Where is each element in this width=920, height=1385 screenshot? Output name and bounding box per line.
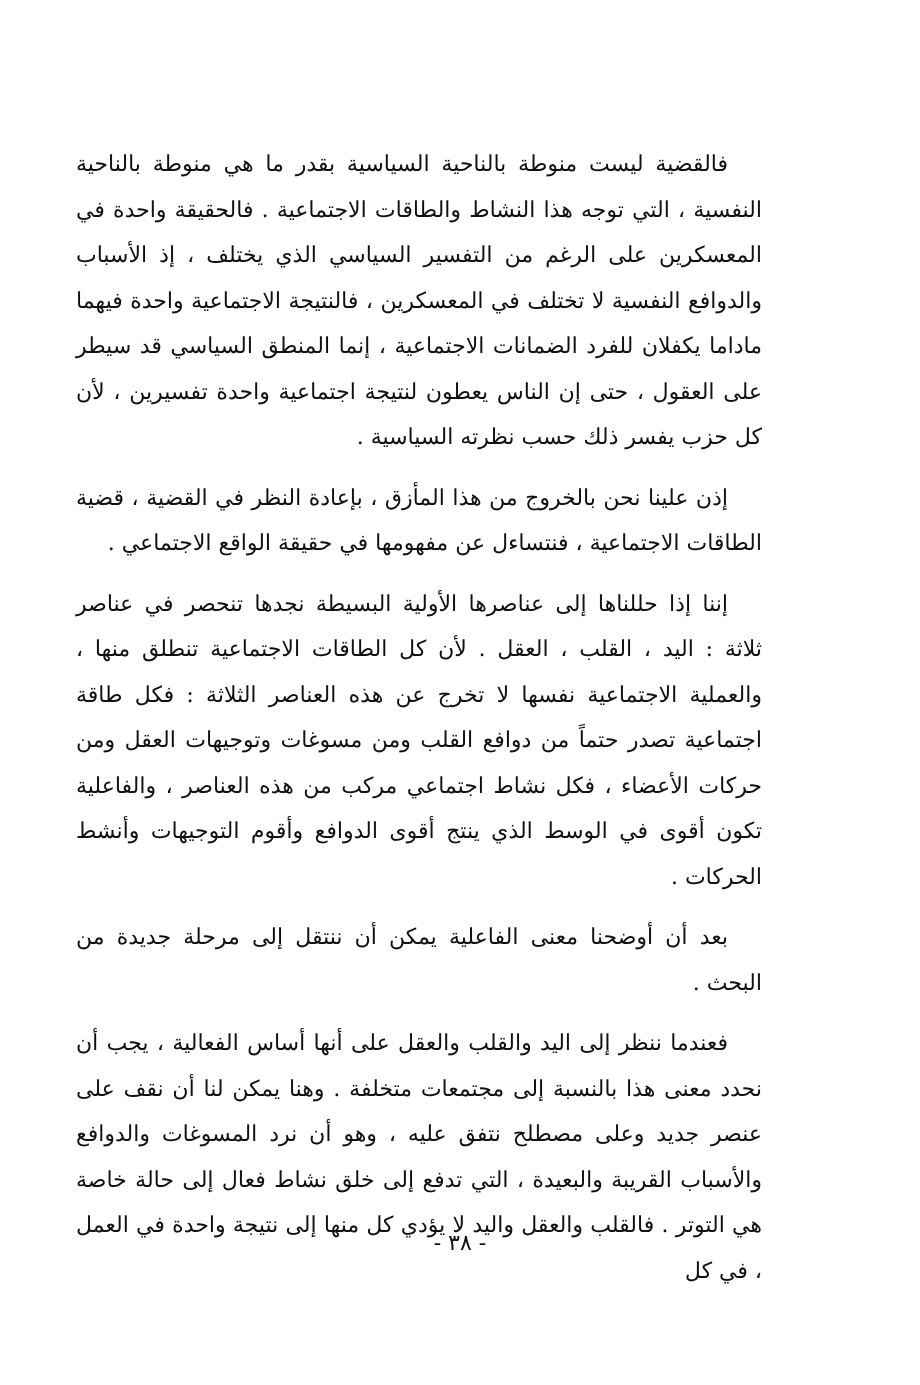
paragraph-4: بعد أن أوضحنا معنى الفاعلية يمكن أن ننتقل إلى مرحلة جديدة من البحث . xyxy=(76,925,762,996)
paragraph-2: إذن علينا نحن بالخروج من هذا المأزق ، بإعادة النظر في القضية ، قضية الطاقات الاجتماعية ، فنتساءل عن مفهومها في حقيقة الواقع الاجتماعي . xyxy=(76,485,762,556)
page-number: - ٣٨ - xyxy=(433,1231,487,1256)
page-body xyxy=(76,142,762,1309)
paragraph-3: إننا إذا حللناها إلى عناصرها الأولية البسيطة نجدها تنحصر في عناصر ثلاثة : اليد ، القلب ، العقل . لأن كل الطاقات الاجتماعية تنطلق منها ، والعملية الاجتماعية نفسها لا تخرج عن هذه العناصر الثلاثة : فكل طاقة اجتماعية تصدر حتماً من دوافع القلب ومن مسوغات وتوجيهات العقل ومن حركات الأعضاء ، فكل نشاط اجتماعي مركب من هذه العناصر ، والفاعلية تكون أقوى في الوسط الذي ينتج أقوى الدوافع وأقوم التوجيهات وأنشط الحركات . xyxy=(76,591,762,890)
paragraph-1: فالقضية ليست منوطة بالناحية السياسية بقدر ما هي منوطة بالناحية النفسية ، التي توجه هذا النشاط والطاقات الاجتماعية . فالحقيقة واحدة في المعسكرين على الرغم من التفسير السياسي الذي يختلف ، إذ الأسباب والدوافع النفسية لا تختلف في المعسكرين ، فالنتيجة الاجتماعية واحدة فيهما ماداما يكفلان للفرد الضمانات الاجتماعية ، إنما المنطق السياسي قد سيطر على العقول ، حتى إن الناس يعطون لنتيجة اجتماعية واحدة تفسيرين ، لأن كل حزب يفسر ذلك حسب نظرته السياسية . xyxy=(76,152,763,450)
paragraph-5: فعندما ننظر إلى اليد والقلب والعقل على أنها أساس الفعالية ، يجب أن نحدد معنى هذا بالنسبة إلى مجتمعات متخلفة . وهنا يمكن لنا أن نقف على عنصر جديد وعلى مصطلح نتفق عليه ، وهو أن نرد المسوغات والدوافع والأسباب القريبة والبعيدة ، التي تدفع إلى خلق نشاط فعال إلى حالة خاصة هي التوتر . فالقلب والعقل واليد لا يؤدي كل منها إلى نتيجة واحدة في العمل ، في كل xyxy=(76,1031,763,1284)
